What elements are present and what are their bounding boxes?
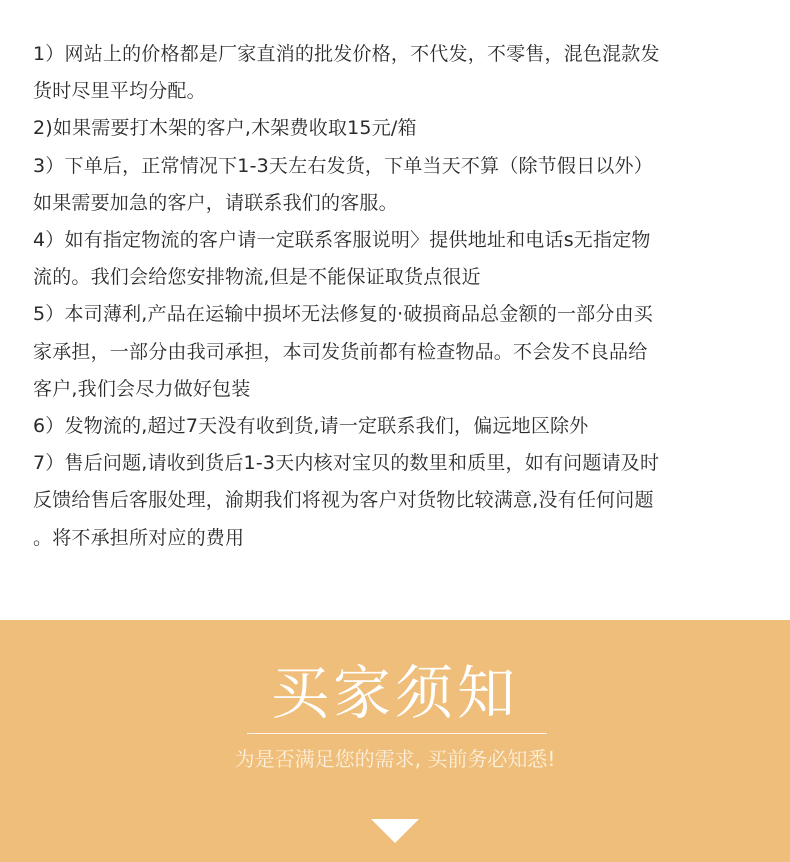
banner-divider	[247, 733, 547, 734]
notice-line-14: 。将不承担所对应的费用	[33, 526, 245, 549]
banner-title: 买家须知	[270, 659, 519, 727]
notice-line-8: 5）本司薄利,产品在运输中损坏无法修复的·破损商品总金额的一部分由买	[33, 303, 653, 326]
notice-line-12: 7）售后问题,请收到货后1-3天内核对宝贝的数里和质里，如有问题请及时	[33, 452, 660, 475]
notice-line-9: 家承担，一部分由我司承担，本司发货前都有检查物品。不会发不良品给	[33, 340, 648, 363]
notice-line-10: 客户,我们会尽力做好包装	[33, 377, 251, 400]
buyer-notice-banner	[0, 620, 790, 862]
down-arrow-icon	[371, 819, 419, 843]
notice-line-6: 4）如有指定物流的客户请一定联系客服说明〉提供地址和电话s无指定物	[33, 229, 651, 252]
notice-line-4: 3）下单后，正常情况下1-3天左右发货，下单当天不算（除节假日以外）	[33, 154, 653, 177]
notice-line-7: 流的。我们会给您安排物流,但是不能保证取货点很近	[33, 266, 481, 289]
banner-subtitle: 为是否满足您的需求, 买前务必知悉!	[234, 747, 556, 771]
notice-line-3: 2)如果需要打木架的客户,木架费收取15元/箱	[33, 117, 417, 140]
notice-list	[33, 36, 773, 557]
notice-line-2: 货时尽里平均分配。	[33, 80, 206, 103]
notice-line-5: 如果需要加急的客户，请联系我们的客服。	[33, 191, 398, 214]
notice-line-1: 1）网站上的价格都是厂家直消的批发价格，不代发，不零售，混色混款发	[33, 43, 660, 65]
notice-line-11: 6）发物流的,超过7天没有收到货,请一定联系我们，偏远地区除外	[33, 415, 589, 438]
notice-line-13: 反馈给售后客服处理，渝期我们将视为客户对货物比较满意,没有任何问题	[33, 489, 654, 512]
